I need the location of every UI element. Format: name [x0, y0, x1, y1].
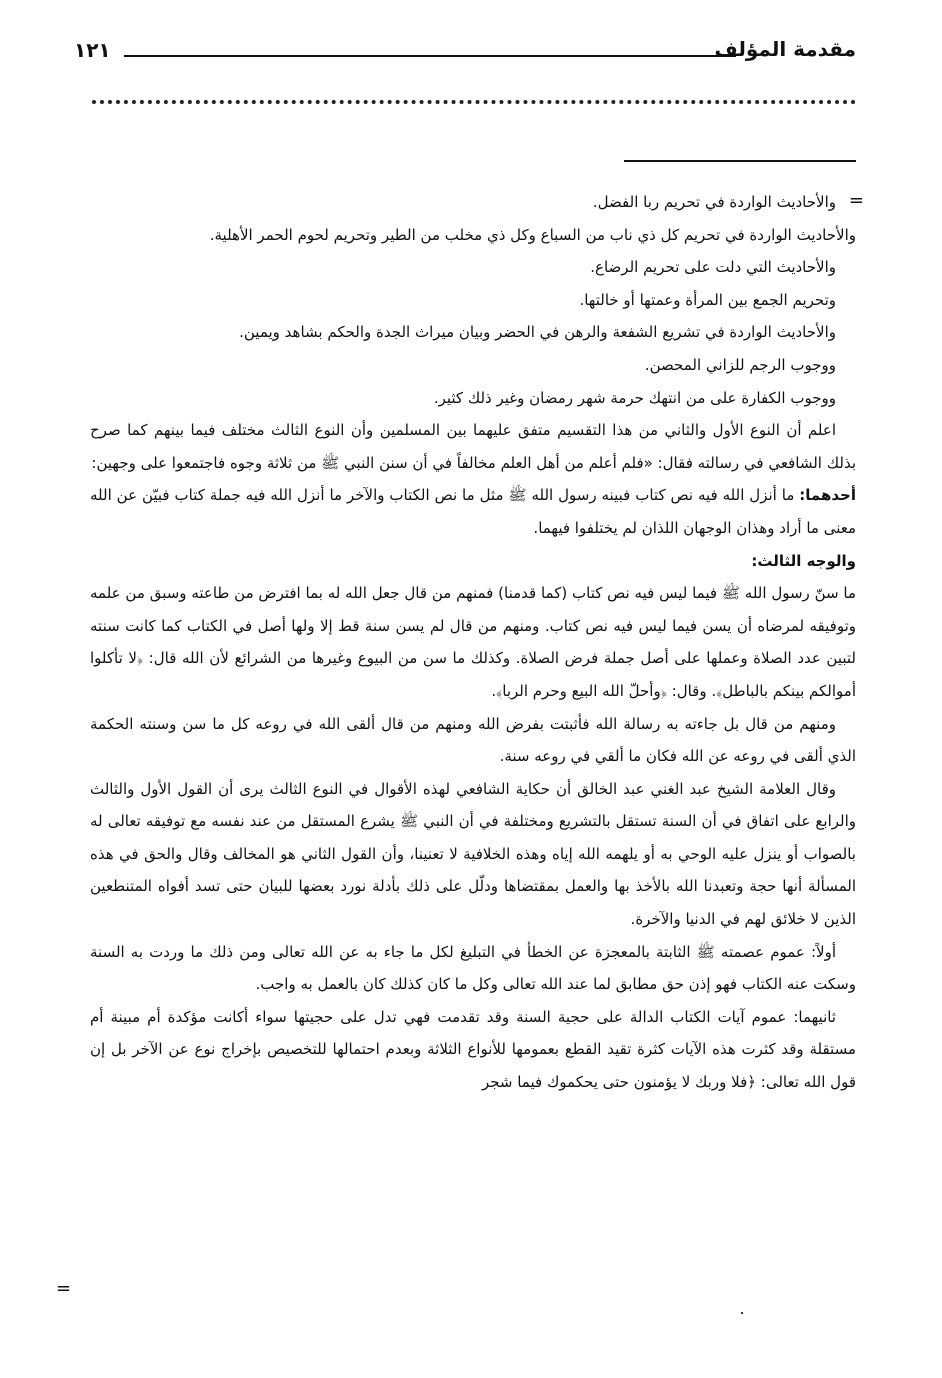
paragraph-shafii-quote: اعلم أن النوع الأول والثاني من هذا التقسيم متفق عليهما بين المسلمين وأن النوع الثالث مختلف فيما بينهم كما صرح بذلك الشافعي في رسالته فقال: «فلم أعلم من أهل العلم مخالفاً في أن سنن النبي ﷺ من ثلاثة وجوه فاجتمعوا على وجهين:	[90, 421, 856, 472]
footnote-body	[90, 186, 856, 1099]
first-aspect-label: أحدهما:	[799, 486, 856, 505]
dotted-separator	[92, 100, 856, 104]
paragraph-third-aspect: ما سنّ رسول الله ﷺ فيما ليس فيه نص كتاب (كما قدمنا) فمنهم من قال جعل الله له بما افترض من طاعته وسبق من علمه وتوفيقه لمرضاه أن يسن فيما ليس فيه نص كتاب. ومنهم من قال لم يسن سنة قط إلا ولها أصل في الكتاب كما كانت سنته لتبين عدد الصلاة وعملها على أصل جملة فرض الصلاة. وكذلك ما سن من البيوع وغيرها من الشرائع لأن الله قال: ﴿لا تأكلوا أموالكم بينكم بالباطل﴾. وقال: ﴿وأحلّ الله البيع وحرم الربا﴾.	[90, 584, 856, 700]
paragraph-combining: وتحريم الجمع بين المرأة وعمتها أو خالتها.	[579, 290, 836, 309]
paragraph-preemption: والأحاديث الواردة في تشريع الشفعة والرهن في الحضر وبيان ميراث الجدة والحكم بشاهد ويمين.	[239, 323, 836, 342]
paragraph-revelation: ومنهم من قال بل جاءته به رسالة الله فأثبتت بفرض الله ومنهم من قال ألقى الله في روعه كل ما سن وسنته الحكمة الذي ألقى في روعه عن الله فكان ما ألقي في روعه سنة.	[90, 714, 856, 766]
paragraph-expiation: ووجوب الكفارة على من انتهك حرمة شهر رمضان وغير ذلك كثير.	[433, 388, 836, 407]
continuation-mark-start: =	[848, 190, 864, 211]
paragraph-riba: والأحاديث الواردة في تحريم ربا الفضل.	[592, 193, 836, 211]
paragraph-nursing: والأحاديث التي دلت على تحريم الرضاع.	[590, 258, 836, 277]
paragraph-second-proof: ثانيهما: عموم آيات الكتاب الدالة على حجية السنة وقد تقدمت فهي تدل على حجيتها سواء أكانت مؤكدة أم مبينة أم مستقلة وقد كثرت هذه الآيات كثرة تقيد القطع بعمومها للأنواع الثلاثة وبعدم احتمالها للتخصيص بإخراج نوع عن الآخر بل إن قول الله تعالى: ﴿فلا وربك لا يؤمنون حتى يحكموك فيما شجر	[90, 1007, 856, 1092]
paragraph-predators: والأحاديث الواردة في تحريم كل ذي ناب من السباع وكل ذي مخلب من الطير وتحريم لحوم الحمر الأهلية.	[209, 225, 856, 244]
running-title: مقدمة المؤلف	[714, 37, 856, 61]
third-aspect-heading: والوجه الثالث:	[751, 551, 856, 570]
paragraph-first-proof: أولاً: عموم عصمته ﷺ الثابتة بالمعجزة عن الخطأ في التبليغ لكل ما جاء به عن الله تعالى ومن ذلك ما وردت به السنة وسكت عنه الكتاب فهو إذن حق مطابق لما عند الله تعالى وكل ما كان كذلك كان بالعمل به واجب.	[90, 942, 856, 994]
header-rule	[124, 55, 736, 57]
paragraph-abdulghani: وقال العلامة الشيخ عبد الغني عبد الخالق أن حكاية الشافعي لهذه الأقوال في النوع الثالث يرى أن القول الأول والثالث والرابع على اتفاق في أن السنة تستقل بالتشريع ومختلفة في أن النبي ﷺ يشرع المستقل من عند نفسه مع توفيقه تعالى له بالصواب أو ينزل عليه الوحي به أو يلهمه الله إياه وهذه الخلافية لا تعنينا، وأن القول الثاني هو المخالف وقال والحق في هذه المسألة أنها حجة وتعبدنا الله بالأخذ بها والعمل بمقتضاها ودلّل على ذلك بأدلة نورد بعضها للبيان حتى تسد أفواه المتنطعين الذين لا خلائق لهم في الدنيا والآخرة.	[90, 779, 856, 929]
stray-mark	[741, 1312, 743, 1314]
continuation-mark-end: =	[56, 1278, 72, 1299]
first-aspect-text: ما أنزل الله فيه نص كتاب فبينه رسول الله ﷺ مثل ما نص الكتاب والآخر ما أنزل الله فيه جملة كتاب فبيّن عن الله معنى ما أراد وهذان الوجهان اللذان لم يختلفوا فيهما.	[90, 486, 856, 537]
paragraph-first-aspect	[90, 479, 856, 544]
page-number: ١٢١	[74, 38, 111, 62]
paragraph-stoning: ووجوب الرجم للزاني المحصن.	[644, 355, 836, 374]
footnote-separator	[624, 160, 856, 162]
